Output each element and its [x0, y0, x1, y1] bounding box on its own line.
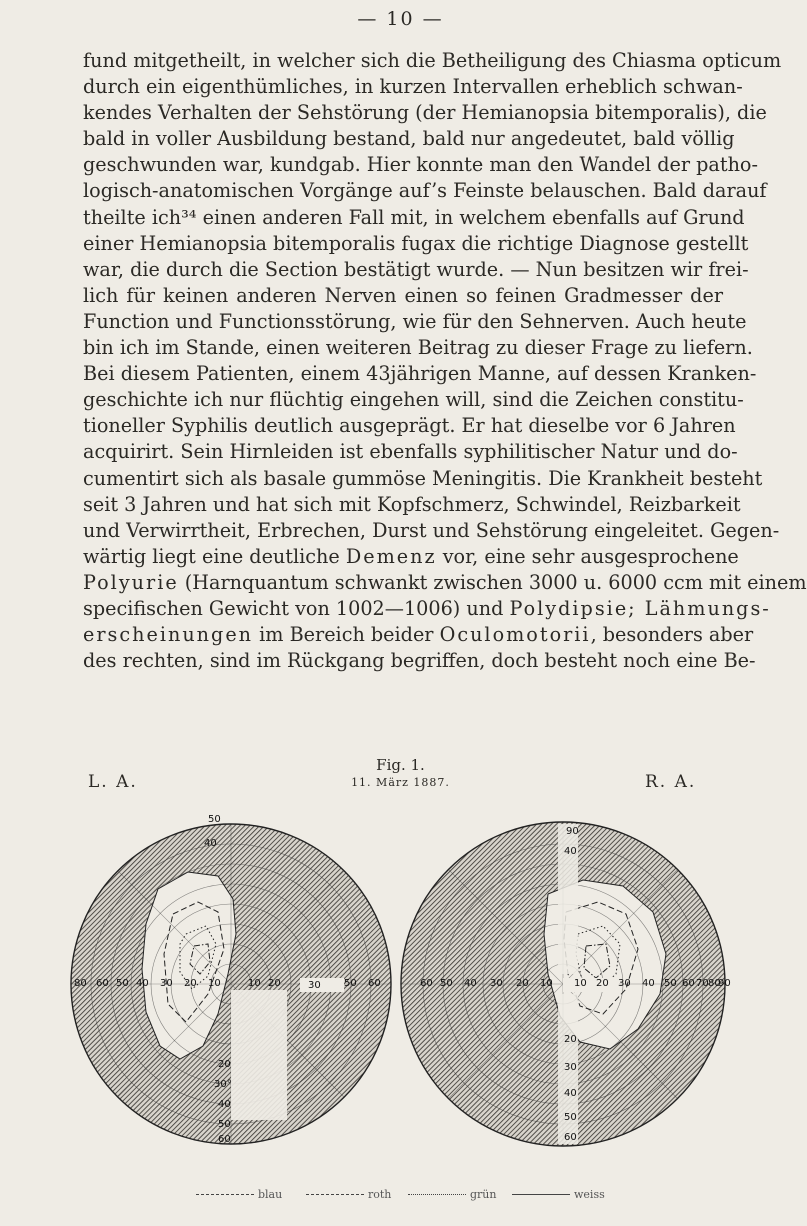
svg-text:60: 60 — [420, 978, 433, 989]
svg-text:30: 30 — [618, 978, 631, 989]
text-line: geschwunden war, kundgab. Hier konnte man den Wandel der patho- — [83, 153, 758, 177]
svg-text:60: 60 — [368, 978, 381, 989]
svg-text:40: 40 — [218, 1099, 231, 1110]
left-visual-field-chart — [68, 784, 394, 1184]
text-line: durch ein eigenthümliches, in kurzen Intervallen erheblich schwan- — [83, 75, 743, 99]
legend-line-sample — [306, 1194, 364, 1195]
svg-text:20: 20 — [596, 978, 609, 989]
svg-text:40: 40 — [204, 838, 217, 849]
legend-label: grün — [470, 1188, 497, 1201]
svg-text:40: 40 — [564, 1088, 577, 1099]
text-line: bald in voller Ausbildung bestand, bald nur angedeutet, bald völlig — [83, 127, 735, 151]
right-eye-label: R. A. — [645, 772, 697, 792]
legend-item-blau — [196, 1188, 282, 1201]
page-number: — 10 — — [357, 8, 444, 30]
text-line: cumentirt sich als basale gummöse Meningitis. Die Krankheit besteht — [83, 466, 763, 490]
svg-text:30: 30 — [564, 1062, 577, 1073]
text-line: fund mitgetheilt, in welcher sich die Betheiligung des Chiasma opticum — [83, 49, 782, 72]
text-line: war, die durch die Section bestätigt wurde. — Nun besitzen wir frei- — [83, 257, 749, 281]
svg-text:50: 50 — [664, 978, 677, 989]
legend-item-gruen — [408, 1188, 496, 1201]
svg-text:50: 50 — [208, 814, 221, 825]
svg-text:60: 60 — [96, 978, 109, 989]
svg-text:10: 10 — [248, 978, 261, 989]
svg-text:50: 50 — [344, 978, 357, 989]
svg-text:20: 20 — [184, 978, 197, 989]
svg-text:30°: 30° — [214, 1079, 232, 1090]
text-span: (Harnquantum schwankt zwischen 3000 u. 6000 ccm mit einem — [178, 570, 807, 594]
svg-text:70: 70 — [696, 978, 709, 989]
legend-label: weiss — [574, 1188, 605, 1201]
text-span: specifischen Gewicht von 1002—1006) und — [83, 596, 510, 620]
text-span: wärtig liegt eine deutliche — [83, 544, 346, 568]
svg-text:60: 60 — [218, 1134, 231, 1145]
legend-label: roth — [368, 1188, 392, 1201]
svg-text:90: 90 — [718, 978, 731, 989]
svg-text:10: 10 — [574, 978, 587, 989]
emphasis-oculomotorii: Oculomotorii — [439, 623, 591, 647]
svg-text:50: 50 — [218, 1119, 231, 1130]
right-visual-field-chart — [398, 784, 731, 1184]
left-eye-label: L. A. — [88, 772, 138, 792]
svg-text:50: 50 — [116, 978, 129, 989]
text-line: des rechten, sind im Rückgang begriffen, doch besteht noch eine Be- — [83, 649, 756, 673]
text-line: lich für keinen anderen Nerven einen so feinen Gradmesser der — [83, 283, 723, 307]
text-line: theilte ich³⁴ einen anderen Fall mit, in welchem ebenfalls auf Grund — [83, 205, 745, 229]
figure-legend — [0, 1188, 801, 1210]
text-span: vor, eine sehr ausgesprochene — [436, 544, 739, 568]
legend-line-sample — [408, 1194, 466, 1195]
svg-text:40: 40 — [642, 978, 655, 989]
svg-text:60: 60 — [564, 1132, 577, 1143]
svg-text:80: 80 — [708, 978, 721, 989]
svg-text:50: 50 — [564, 1112, 577, 1123]
emphasis-demenz: Demenz — [345, 544, 437, 568]
svg-text:20: 20 — [218, 1059, 231, 1070]
text-line: Bei diesem Patienten, einem 43jährigen Manne, auf dessen Kranken- — [83, 362, 757, 386]
emphasis-polyurie: Polyurie — [83, 570, 179, 594]
text-line: bin ich im Stande, einen weiteren Beitrag zu dieser Frage zu liefern. — [83, 336, 753, 360]
svg-text:10: 10 — [208, 978, 221, 989]
svg-text:30: 30 — [160, 978, 173, 989]
legend-item-roth — [306, 1188, 391, 1201]
figure-date: 11. März 1887. — [351, 776, 450, 789]
text-line: kendes Verhalten der Sehstörung (der Hemianopsia bitemporalis), die — [83, 101, 767, 125]
svg-text:90: 90 — [566, 826, 579, 837]
text-line: logisch-anatomischen Vorgänge auf’s Feinste belauschen. Bald darauf — [83, 179, 767, 203]
svg-text:30: 30 — [490, 978, 503, 989]
figure-title: Fig. 1. — [376, 756, 425, 774]
svg-text:20: 20 — [564, 1034, 577, 1045]
text-line: einer Hemianopsia bitemporalis fugax die richtige Diagnose gestellt — [83, 231, 749, 255]
svg-text:50: 50 — [440, 978, 453, 989]
svg-text:10: 10 — [540, 978, 553, 989]
svg-text:20: 20 — [268, 978, 281, 989]
emphasis-laehmungen: erscheinungen — [83, 623, 254, 647]
svg-text:80: 80 — [74, 978, 87, 989]
text-span: , besonders aber — [590, 623, 754, 647]
text-line: acquirirt. Sein Hirnleiden ist ebenfalls syphilitischer Natur und do- — [83, 440, 738, 464]
svg-text:30: 30 — [308, 980, 321, 991]
text-line: tioneller Syphilis deutlich ausgeprägt. Er hat dieselbe vor 6 Jahren — [83, 414, 736, 438]
legend-item-weiss — [512, 1188, 605, 1201]
svg-text:40: 40 — [464, 978, 477, 989]
legend-label: blau — [258, 1188, 283, 1201]
emphasis-polydipsie: Polydipsie; Lähmungs- — [509, 596, 771, 620]
text-line: geschichte ich nur flüchtig eingehen will, sind die Zeichen constitu- — [83, 388, 744, 412]
text-line: seit 3 Jahren und hat sich mit Kopfschmerz, Schwindel, Reizbarkeit — [83, 492, 741, 516]
svg-text:60: 60 — [682, 978, 695, 989]
legend-line-sample — [512, 1194, 570, 1195]
text-line: und Verwirrtheit, Erbrechen, Durst und Sehstörung eingeleitet. Gegen- — [83, 518, 780, 542]
text-span: im Bereich beider — [253, 623, 440, 647]
svg-text:20: 20 — [516, 978, 529, 989]
legend-line-sample — [196, 1194, 254, 1195]
svg-text:40: 40 — [136, 978, 149, 989]
text-line: Function und Functionsstörung, wie für den Sehnerven. Auch heute — [83, 309, 747, 333]
svg-text:40: 40 — [564, 846, 577, 857]
